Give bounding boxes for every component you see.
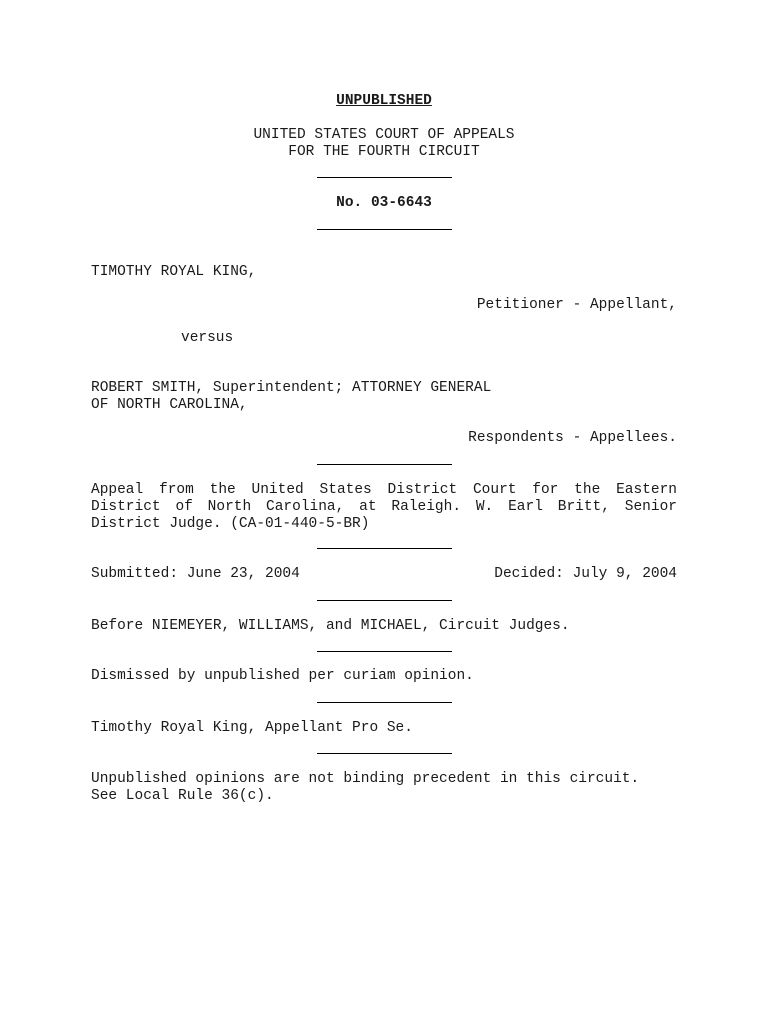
divider-rule xyxy=(317,651,452,652)
decided-date: Decided: July 9, 2004 xyxy=(494,566,677,582)
divider-rule xyxy=(317,600,452,601)
appeal-paragraph: Appeal from the United States District Court for the Eastern District of North Carolina, at Raleigh. W. Earl Britt, Senior District Judge. (CA-01-440-5-BR) xyxy=(91,482,677,532)
respondent-line1: ROBERT SMITH, Superintendent; ATTORNEY GENERAL xyxy=(91,380,492,396)
case-number: No. 03-6643 xyxy=(336,195,432,211)
divider-rule xyxy=(317,702,452,703)
panel-judges: Before NIEMEYER, WILLIAMS, and MICHAEL, Circuit Judges. xyxy=(91,618,570,634)
petitioner-name: TIMOTHY ROYAL KING, xyxy=(91,264,257,280)
counsel: Timothy Royal King, Appellant Pro Se. xyxy=(91,720,413,736)
versus-label: versus xyxy=(181,330,234,346)
court-name-line1: UNITED STATES COURT OF APPEALS xyxy=(253,127,515,143)
respondent-role: Respondents - Appellees. xyxy=(468,430,677,446)
divider-rule xyxy=(317,464,452,465)
disposition: Dismissed by unpublished per curiam opinion. xyxy=(91,668,474,684)
petitioner-role: Petitioner - Appellant, xyxy=(476,297,677,313)
divider-rule xyxy=(317,177,452,178)
submitted-date: Submitted: June 23, 2004 xyxy=(91,566,300,582)
unpublished-heading: UNPUBLISHED xyxy=(336,93,432,109)
divider-rule xyxy=(317,548,452,549)
court-name-line2: FOR THE FOURTH CIRCUIT xyxy=(288,144,480,160)
divider-rule xyxy=(317,229,452,230)
notice-line2: See Local Rule 36(c). xyxy=(91,788,274,804)
notice-line1: Unpublished opinions are not binding precedent in this circuit. xyxy=(91,771,640,787)
respondent-line2: OF NORTH CAROLINA, xyxy=(91,397,248,413)
divider-rule xyxy=(317,753,452,754)
